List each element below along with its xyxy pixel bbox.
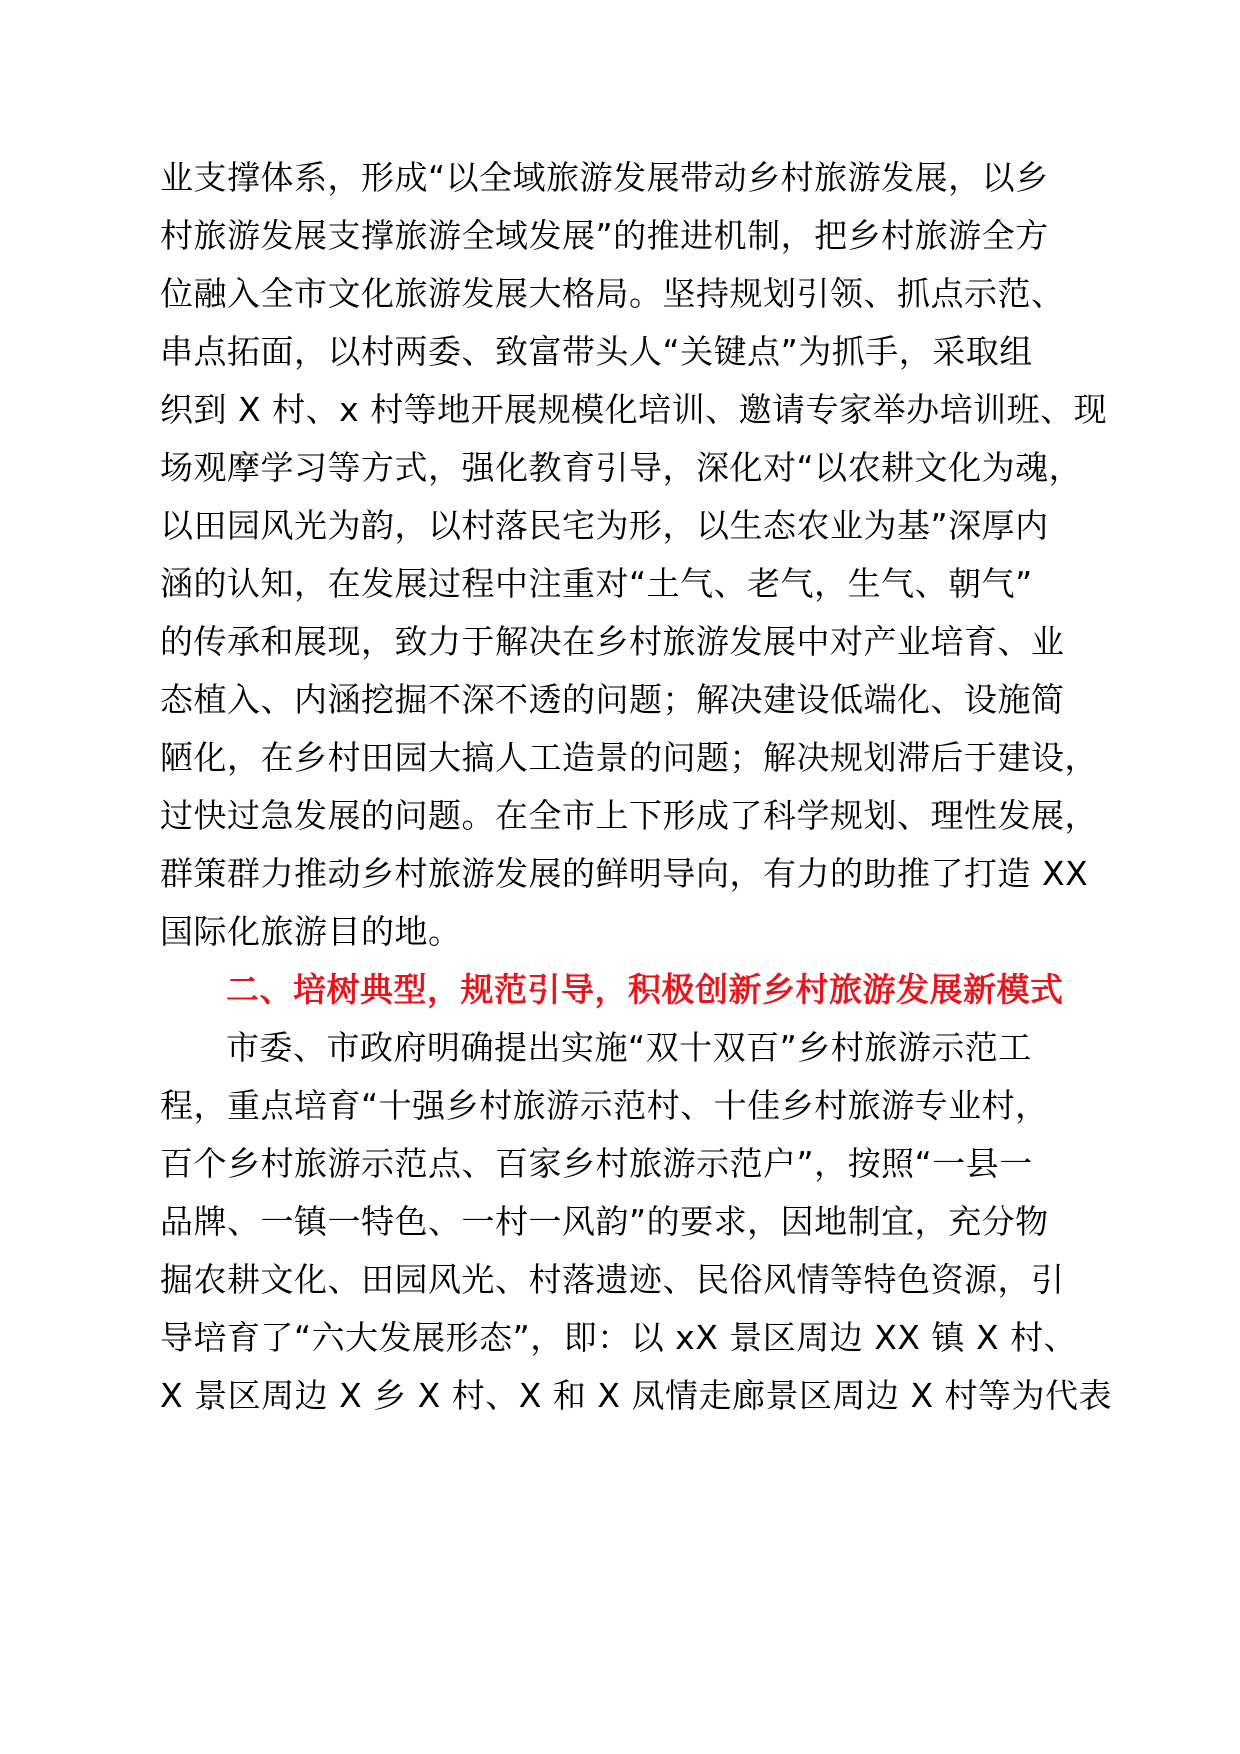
section-heading: 二、培树典型，规范引导，积极创新乡村旅游发展新模式 xyxy=(226,970,1064,1009)
paragraph1-line: 国际化旅游目的地。 xyxy=(160,912,462,951)
paragraph1-line: 群策群力推动乡村旅游发展的鲜明导向，有力的助推了打造 XX xyxy=(160,854,1089,893)
paragraph1-line: 涵的认知，在发展过程中注重对“土气、老气，生气、朝气” xyxy=(160,564,1033,603)
paragraph1-line: 串点拓面，以村两委、致富带头人“关键点”为抓手，采取组 xyxy=(160,332,1033,371)
paragraph1-line: 以田园风光为韵，以村落民宅为形，以生态农业为基”深厚内 xyxy=(160,506,1049,545)
paragraph2-line: 百个乡村旅游示范点、百家乡村旅游示范户”，按照“一县一 xyxy=(160,1144,1033,1183)
paragraph2-line: X 景区周边 X 乡 X 村、X 和 X 凤情走廊景区周边 X 村等为代表 xyxy=(160,1376,1113,1415)
paragraph1-line: 村旅游发展支撑旅游全域发展”的推进机制，把乡村旅游全方 xyxy=(160,216,1049,255)
paragraph1-line: 业支撑体系，形成“以全域旅游发展带动乡村旅游发展，以乡 xyxy=(160,158,1049,197)
paragraph1-line: 的传承和展现，致力于解决在乡村旅游发展中对产业培育、业 xyxy=(160,622,1065,661)
paragraph2-line: 品牌、一镇一特色、一村一风韵”的要求，因地制宜，充分物 xyxy=(160,1202,1049,1241)
paragraph2-line: 掘农耕文化、田园风光、村落遗迹、民俗风情等特色资源，引 xyxy=(160,1260,1065,1299)
paragraph1-line: 位融入全市文化旅游发展大格局。坚持规划引领、抓点示范、 xyxy=(160,274,1065,313)
paragraph2-line: 市委、市政府明确提出实施“双十双百”乡村旅游示范工 xyxy=(226,1028,1032,1067)
paragraph1-line: 场观摩学习等方式，强化教育引导，深化对“以农耕文化为魂， xyxy=(160,448,1083,487)
paragraph2-line: 程，重点培育“十强乡村旅游示范村、十佳乡村旅游专业村， xyxy=(160,1086,1049,1125)
paragraph2-line: 导培育了“六大发展形态”，即：以 xX 景区周边 XX 镇 X 村、 xyxy=(160,1318,1078,1357)
paragraph1-line: 织到 X 村、x 村等地开展规模化培训、邀请专家举办培训班、现 xyxy=(160,390,1108,429)
paragraph1-line: 态植入、内涵挖掘不深不透的问题；解决建设低端化、设施简 xyxy=(160,680,1065,719)
paragraph1-line: 过快过急发展的问题。在全市上下形成了科学规划、理性发展， xyxy=(160,796,1098,835)
paragraph1-line: 陋化，在乡村田园大搞人工造景的问题；解决规划滞后于建设， xyxy=(160,738,1098,777)
